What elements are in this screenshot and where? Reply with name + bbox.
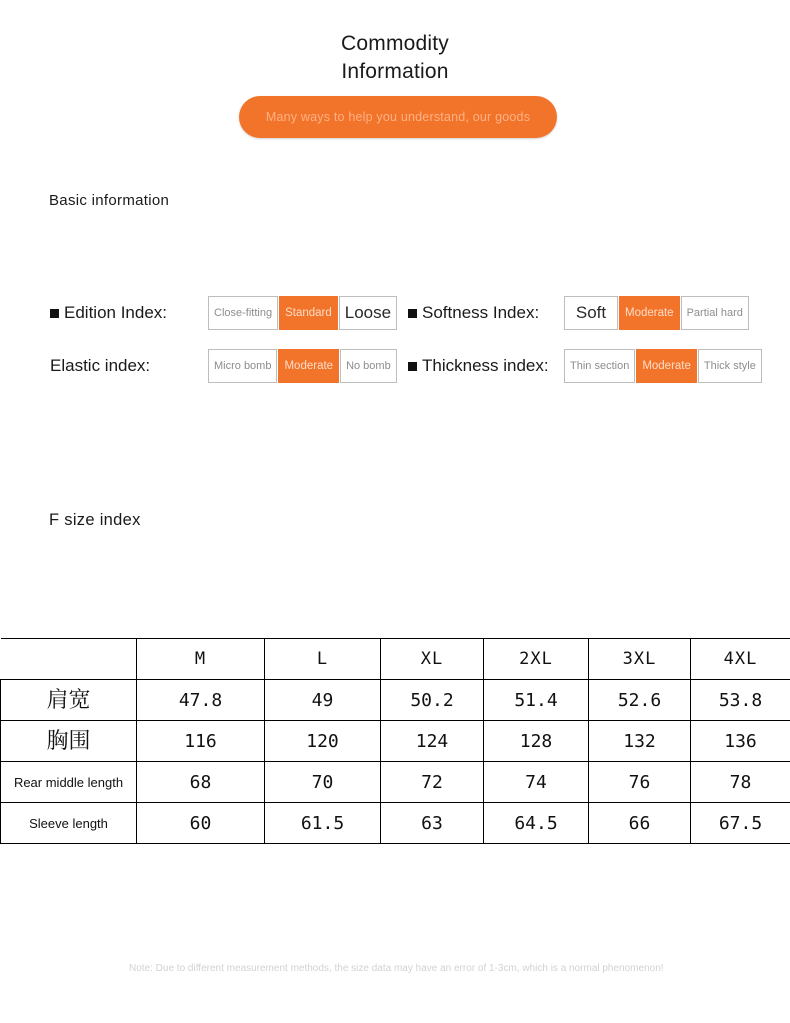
thickness-option-thin-section[interactable]: Thin section (564, 349, 635, 383)
thickness-index-label (408, 356, 558, 376)
cell-rear-l: 70 (265, 762, 381, 803)
elastic-index-options (208, 349, 398, 383)
cell-bust-3xl: 132 (589, 721, 691, 762)
cell-rear-m: 68 (137, 762, 265, 803)
size-table (0, 638, 790, 844)
size-column-2xl: 2XL (484, 639, 589, 680)
softness-option-soft[interactable]: Soft (564, 296, 618, 330)
thickness-index-row (408, 349, 763, 383)
edition-index-options (208, 296, 398, 330)
softness-index-options (564, 296, 750, 330)
cell-sleeve-4xl: 67.5 (691, 803, 790, 844)
cell-bust-l: 120 (265, 721, 381, 762)
square-bullet-icon (50, 309, 59, 318)
edition-index-label (50, 303, 202, 323)
cell-shoulder-l: 49 (265, 680, 381, 721)
row-label-rear-middle-length: Rear middle length (1, 762, 137, 803)
cell-rear-xl: 72 (381, 762, 484, 803)
size-column-xl: XL (381, 639, 484, 680)
edition-option-standard[interactable]: Standard (279, 296, 338, 330)
thickness-option-moderate[interactable]: Moderate (636, 349, 697, 383)
square-bullet-icon (408, 362, 417, 371)
thickness-option-thick-style[interactable]: Thick style (698, 349, 762, 383)
softness-index-row (408, 296, 750, 330)
cell-bust-2xl: 128 (484, 721, 589, 762)
cell-shoulder-m: 47.8 (137, 680, 265, 721)
softness-option-moderate[interactable]: Moderate (619, 296, 680, 330)
table-row (1, 721, 790, 762)
subtitle-banner-text: Many ways to help you understand, our goods (265, 110, 531, 124)
row-label-bust: 胸围 (1, 721, 137, 762)
elastic-index-label (50, 356, 202, 376)
subtitle-banner (239, 96, 557, 138)
cell-rear-3xl: 76 (589, 762, 691, 803)
size-column-3xl: 3XL (589, 639, 691, 680)
edition-index-row (50, 296, 398, 330)
size-column-m: M (137, 639, 265, 680)
size-column-4xl: 4XL (691, 639, 790, 680)
cell-sleeve-m: 60 (137, 803, 265, 844)
cell-bust-xl: 124 (381, 721, 484, 762)
square-bullet-icon (408, 309, 417, 318)
elastic-index-row (50, 349, 398, 383)
table-row (1, 680, 790, 721)
cell-sleeve-2xl: 64.5 (484, 803, 589, 844)
basic-information-heading: Basic information (49, 192, 170, 209)
table-row (1, 803, 790, 844)
cell-bust-4xl: 136 (691, 721, 790, 762)
edition-option-close-fitting[interactable]: Close-fitting (208, 296, 278, 330)
size-column-l: L (265, 639, 381, 680)
cell-rear-4xl: 78 (691, 762, 790, 803)
cell-shoulder-3xl: 52.6 (589, 680, 691, 721)
cell-shoulder-4xl: 53.8 (691, 680, 790, 721)
cell-sleeve-3xl: 66 (589, 803, 691, 844)
thickness-index-label-text: Thickness index: (422, 356, 549, 375)
elastic-index-label-text: Elastic index: (50, 356, 151, 375)
measurement-footnote: Note: Due to different measurement methods, the size data may have an error of 1-3cm, which is a normal phenomenon! (129, 963, 664, 974)
elastic-option-moderate[interactable]: Moderate (278, 349, 339, 383)
cell-bust-m: 116 (137, 721, 265, 762)
cell-rear-2xl: 74 (484, 762, 589, 803)
edition-index-label-text: Edition Index: (64, 303, 168, 322)
table-corner-cell (1, 639, 137, 680)
table-header-row (1, 639, 790, 680)
elastic-option-no-bomb[interactable]: No bomb (340, 349, 397, 383)
elastic-option-micro-bomb[interactable]: Micro bomb (208, 349, 277, 383)
thickness-index-options (564, 349, 763, 383)
cell-sleeve-xl: 63 (381, 803, 484, 844)
cell-shoulder-xl: 50.2 (381, 680, 484, 721)
row-label-sleeve-length: Sleeve length (1, 803, 137, 844)
row-label-shoulder-width: 肩宽 (1, 680, 137, 721)
size-index-heading: F size index (49, 511, 141, 529)
cell-sleeve-l: 61.5 (265, 803, 381, 844)
table-row (1, 762, 790, 803)
cell-shoulder-2xl: 51.4 (484, 680, 589, 721)
page-title: Commodity Information (341, 32, 449, 83)
softness-index-label (408, 303, 558, 323)
softness-index-label-text: Softness Index: (422, 303, 540, 322)
edition-option-loose[interactable]: Loose (339, 296, 397, 330)
softness-option-partial-hard[interactable]: Partial hard (681, 296, 749, 330)
